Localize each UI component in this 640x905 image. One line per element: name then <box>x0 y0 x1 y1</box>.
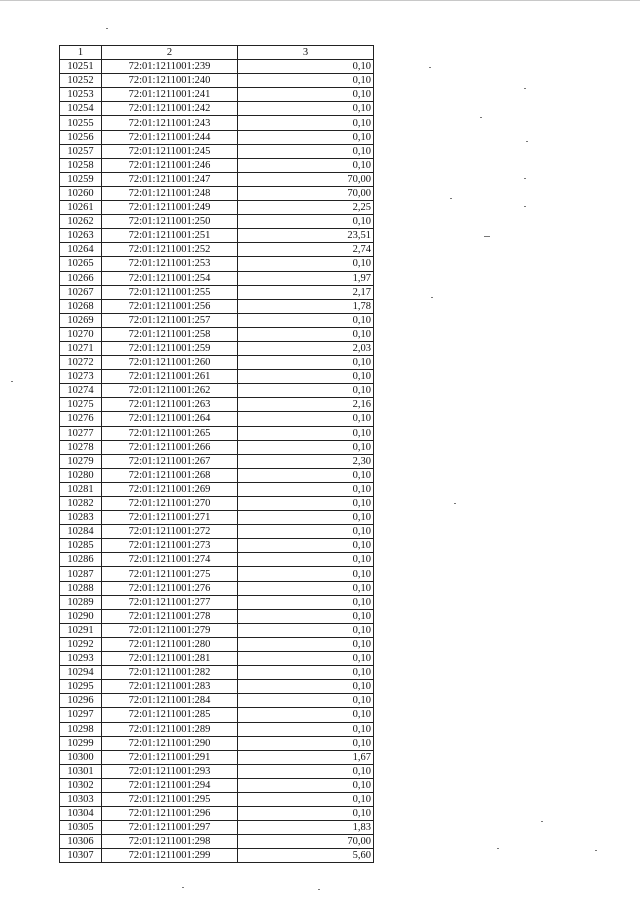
cadastral-number: 72:01:1211001:267 <box>102 454 238 468</box>
area-value: 0,10 <box>238 130 374 144</box>
area-value: 70,00 <box>238 186 374 200</box>
scan-speck <box>106 28 108 29</box>
cadastral-number: 72:01:1211001:254 <box>102 271 238 285</box>
area-value: 2,17 <box>238 285 374 299</box>
cadastral-number: 72:01:1211001:297 <box>102 821 238 835</box>
cadastral-number: 72:01:1211001:253 <box>102 257 238 271</box>
scan-speck <box>11 381 13 382</box>
table-row <box>60 680 374 694</box>
scan-speck <box>526 141 528 142</box>
table-row <box>60 595 374 609</box>
row-number: 10279 <box>60 454 102 468</box>
cadastral-number: 72:01:1211001:250 <box>102 215 238 229</box>
cadastral-number: 72:01:1211001:275 <box>102 567 238 581</box>
area-value: 2,30 <box>238 454 374 468</box>
cadastral-number: 72:01:1211001:262 <box>102 384 238 398</box>
area-value: 2,25 <box>238 201 374 215</box>
table-row <box>60 835 374 849</box>
area-value: 0,10 <box>238 327 374 341</box>
table-row <box>60 468 374 482</box>
row-number: 10266 <box>60 271 102 285</box>
area-value: 5,60 <box>238 849 374 863</box>
table-row <box>60 341 374 355</box>
cadastral-number: 72:01:1211001:258 <box>102 327 238 341</box>
table-row <box>60 172 374 186</box>
row-number: 10285 <box>60 539 102 553</box>
table-row <box>60 440 374 454</box>
area-value: 0,10 <box>238 539 374 553</box>
table-row <box>60 243 374 257</box>
row-number: 10300 <box>60 750 102 764</box>
row-number: 10298 <box>60 722 102 736</box>
area-value: 0,10 <box>238 215 374 229</box>
area-value: 0,10 <box>238 88 374 102</box>
header-col-2: 2 <box>102 46 238 60</box>
cadastral-number: 72:01:1211001:295 <box>102 792 238 806</box>
row-number: 10297 <box>60 708 102 722</box>
area-value: 0,10 <box>238 412 374 426</box>
scan-speck <box>480 117 482 118</box>
area-value: 0,10 <box>238 764 374 778</box>
area-value: 0,10 <box>238 652 374 666</box>
table-row <box>60 356 374 370</box>
area-value: 0,10 <box>238 736 374 750</box>
row-number: 10264 <box>60 243 102 257</box>
cadastral-number: 72:01:1211001:266 <box>102 440 238 454</box>
cadastral-number: 72:01:1211001:242 <box>102 102 238 116</box>
cadastral-number: 72:01:1211001:247 <box>102 172 238 186</box>
table-row <box>60 60 374 74</box>
area-value: 0,10 <box>238 426 374 440</box>
cadastral-number: 72:01:1211001:274 <box>102 553 238 567</box>
table-row <box>60 285 374 299</box>
cadastral-number: 72:01:1211001:269 <box>102 482 238 496</box>
cadastral-number: 72:01:1211001:244 <box>102 130 238 144</box>
area-value: 0,10 <box>238 722 374 736</box>
row-number: 10251 <box>60 60 102 74</box>
cadastral-number: 72:01:1211001:245 <box>102 144 238 158</box>
area-value: 0,10 <box>238 468 374 482</box>
table-row <box>60 482 374 496</box>
table-row <box>60 158 374 172</box>
area-value: 0,10 <box>238 116 374 130</box>
area-value: 0,10 <box>238 482 374 496</box>
area-value: 0,10 <box>238 440 374 454</box>
area-value: 0,10 <box>238 609 374 623</box>
row-number: 10303 <box>60 792 102 806</box>
row-number: 10305 <box>60 821 102 835</box>
area-value: 0,10 <box>238 694 374 708</box>
table-row <box>60 623 374 637</box>
area-value: 0,10 <box>238 778 374 792</box>
row-number: 10304 <box>60 807 102 821</box>
row-number: 10280 <box>60 468 102 482</box>
row-number: 10277 <box>60 426 102 440</box>
row-number: 10273 <box>60 370 102 384</box>
cadastral-number: 72:01:1211001:252 <box>102 243 238 257</box>
row-number: 10283 <box>60 511 102 525</box>
cadastral-number: 72:01:1211001:271 <box>102 511 238 525</box>
row-number: 10284 <box>60 525 102 539</box>
row-number: 10302 <box>60 778 102 792</box>
table-row <box>60 497 374 511</box>
row-number: 10270 <box>60 327 102 341</box>
table-row <box>60 792 374 806</box>
row-number: 10299 <box>60 736 102 750</box>
table-row <box>60 539 374 553</box>
row-number: 10257 <box>60 144 102 158</box>
table-row <box>60 609 374 623</box>
table-row <box>60 525 374 539</box>
table-row <box>60 511 374 525</box>
table-row <box>60 652 374 666</box>
area-value: 0,10 <box>238 666 374 680</box>
scan-speck <box>429 67 431 68</box>
row-number: 10269 <box>60 313 102 327</box>
cadastral-number: 72:01:1211001:243 <box>102 116 238 130</box>
table-row <box>60 201 374 215</box>
area-value: 0,10 <box>238 384 374 398</box>
area-value: 0,10 <box>238 708 374 722</box>
row-number: 10256 <box>60 130 102 144</box>
row-number: 10288 <box>60 581 102 595</box>
row-number: 10275 <box>60 398 102 412</box>
row-number: 10281 <box>60 482 102 496</box>
row-number: 10301 <box>60 764 102 778</box>
cadastral-number: 72:01:1211001:268 <box>102 468 238 482</box>
header-col-3: 3 <box>238 46 374 60</box>
cadastral-number: 72:01:1211001:294 <box>102 778 238 792</box>
table-row <box>60 102 374 116</box>
row-number: 10263 <box>60 229 102 243</box>
table-row <box>60 736 374 750</box>
cadastral-number: 72:01:1211001:299 <box>102 849 238 863</box>
cadastral-number: 72:01:1211001:259 <box>102 341 238 355</box>
row-number: 10272 <box>60 356 102 370</box>
scan-speck <box>595 850 597 851</box>
row-number: 10268 <box>60 299 102 313</box>
cadastral-number: 72:01:1211001:290 <box>102 736 238 750</box>
table-row <box>60 144 374 158</box>
cadastral-number: 72:01:1211001:255 <box>102 285 238 299</box>
table-row <box>60 581 374 595</box>
row-number: 10271 <box>60 341 102 355</box>
table-row <box>60 821 374 835</box>
row-number: 10261 <box>60 201 102 215</box>
cadastral-number: 72:01:1211001:296 <box>102 807 238 821</box>
cadastral-number: 72:01:1211001:249 <box>102 201 238 215</box>
land-plot-table <box>59 45 374 863</box>
row-number: 10289 <box>60 595 102 609</box>
row-number: 10255 <box>60 116 102 130</box>
table-header-row <box>60 46 374 60</box>
table-row <box>60 666 374 680</box>
cadastral-number: 72:01:1211001:293 <box>102 764 238 778</box>
table-row <box>60 567 374 581</box>
row-number: 10265 <box>60 257 102 271</box>
table-row <box>60 215 374 229</box>
area-value: 0,10 <box>238 370 374 384</box>
table-row <box>60 637 374 651</box>
row-number: 10267 <box>60 285 102 299</box>
table-row <box>60 88 374 102</box>
header-col-1: 1 <box>60 46 102 60</box>
cadastral-number: 72:01:1211001:265 <box>102 426 238 440</box>
area-value: 0,10 <box>238 158 374 172</box>
row-number: 10291 <box>60 623 102 637</box>
cadastral-number: 72:01:1211001:256 <box>102 299 238 313</box>
cadastral-number: 72:01:1211001:277 <box>102 595 238 609</box>
row-number: 10307 <box>60 849 102 863</box>
cadastral-number: 72:01:1211001:272 <box>102 525 238 539</box>
row-number: 10278 <box>60 440 102 454</box>
page-top-edge <box>0 0 640 1</box>
row-number: 10296 <box>60 694 102 708</box>
row-number: 10259 <box>60 172 102 186</box>
area-value: 2,74 <box>238 243 374 257</box>
scan-speck <box>318 889 320 890</box>
row-number: 10254 <box>60 102 102 116</box>
cadastral-number: 72:01:1211001:283 <box>102 680 238 694</box>
table-row <box>60 553 374 567</box>
area-value: 0,10 <box>238 102 374 116</box>
cadastral-number: 72:01:1211001:257 <box>102 313 238 327</box>
table-row <box>60 849 374 863</box>
scan-speck <box>524 88 526 89</box>
row-number: 10260 <box>60 186 102 200</box>
cadastral-number: 72:01:1211001:260 <box>102 356 238 370</box>
area-value: 1,97 <box>238 271 374 285</box>
row-number: 10276 <box>60 412 102 426</box>
table-row <box>60 750 374 764</box>
scan-speck <box>524 206 526 207</box>
table-row <box>60 398 374 412</box>
row-number: 10258 <box>60 158 102 172</box>
table-row <box>60 130 374 144</box>
area-value: 0,10 <box>238 553 374 567</box>
cadastral-number: 72:01:1211001:270 <box>102 497 238 511</box>
cadastral-number: 72:01:1211001:282 <box>102 666 238 680</box>
area-value: 0,10 <box>238 623 374 637</box>
scan-speck <box>450 198 452 199</box>
table-row <box>60 694 374 708</box>
area-value: 0,10 <box>238 807 374 821</box>
scan-speck <box>541 821 543 822</box>
cadastral-number: 72:01:1211001:251 <box>102 229 238 243</box>
row-number: 10293 <box>60 652 102 666</box>
table-row <box>60 313 374 327</box>
table-row <box>60 116 374 130</box>
row-number: 10274 <box>60 384 102 398</box>
cadastral-number: 72:01:1211001:273 <box>102 539 238 553</box>
area-value: 2,16 <box>238 398 374 412</box>
area-value: 0,10 <box>238 313 374 327</box>
area-value: 0,10 <box>238 60 374 74</box>
area-value: 70,00 <box>238 835 374 849</box>
cadastral-number: 72:01:1211001:261 <box>102 370 238 384</box>
cadastral-number: 72:01:1211001:276 <box>102 581 238 595</box>
area-value: 1,78 <box>238 299 374 313</box>
table-row <box>60 370 374 384</box>
scan-speck <box>497 848 499 849</box>
row-number: 10282 <box>60 497 102 511</box>
cadastral-number: 72:01:1211001:281 <box>102 652 238 666</box>
area-value: 1,83 <box>238 821 374 835</box>
area-value: 0,10 <box>238 497 374 511</box>
cadastral-number: 72:01:1211001:279 <box>102 623 238 637</box>
table-row <box>60 454 374 468</box>
table-row <box>60 229 374 243</box>
row-number: 10253 <box>60 88 102 102</box>
area-value: 0,10 <box>238 637 374 651</box>
area-value: 70,00 <box>238 172 374 186</box>
area-value: 23,51 <box>238 229 374 243</box>
area-value: 0,10 <box>238 792 374 806</box>
area-value: 0,10 <box>238 595 374 609</box>
cadastral-number: 72:01:1211001:298 <box>102 835 238 849</box>
area-value: 0,10 <box>238 74 374 88</box>
table-body <box>60 60 374 863</box>
row-number: 10306 <box>60 835 102 849</box>
table-row <box>60 807 374 821</box>
area-value: 0,10 <box>238 356 374 370</box>
cadastral-number: 72:01:1211001:291 <box>102 750 238 764</box>
table-row <box>60 257 374 271</box>
row-number: 10252 <box>60 74 102 88</box>
table-row <box>60 271 374 285</box>
scan-speck <box>182 887 184 888</box>
table-row <box>60 708 374 722</box>
cadastral-number: 72:01:1211001:246 <box>102 158 238 172</box>
row-number: 10292 <box>60 637 102 651</box>
row-number: 10290 <box>60 609 102 623</box>
area-value: 0,10 <box>238 144 374 158</box>
area-value: 0,10 <box>238 680 374 694</box>
scan-speck <box>524 178 526 179</box>
table-row <box>60 426 374 440</box>
cadastral-number: 72:01:1211001:280 <box>102 637 238 651</box>
area-value: 1,67 <box>238 750 374 764</box>
cadastral-number: 72:01:1211001:240 <box>102 74 238 88</box>
cadastral-number: 72:01:1211001:239 <box>102 60 238 74</box>
table-row <box>60 384 374 398</box>
cadastral-number: 72:01:1211001:278 <box>102 609 238 623</box>
area-value: 0,10 <box>238 567 374 581</box>
table-row <box>60 764 374 778</box>
table-row <box>60 299 374 313</box>
scan-speck <box>484 236 490 237</box>
cadastral-number: 72:01:1211001:289 <box>102 722 238 736</box>
cadastral-number: 72:01:1211001:285 <box>102 708 238 722</box>
table-row <box>60 722 374 736</box>
cadastral-number: 72:01:1211001:284 <box>102 694 238 708</box>
scan-speck <box>454 503 456 504</box>
row-number: 10295 <box>60 680 102 694</box>
row-number: 10294 <box>60 666 102 680</box>
area-value: 0,10 <box>238 257 374 271</box>
table-row <box>60 74 374 88</box>
area-value: 0,10 <box>238 581 374 595</box>
row-number: 10262 <box>60 215 102 229</box>
cadastral-number: 72:01:1211001:263 <box>102 398 238 412</box>
area-value: 2,03 <box>238 341 374 355</box>
cadastral-number: 72:01:1211001:248 <box>102 186 238 200</box>
scan-speck <box>431 297 433 298</box>
cadastral-number: 72:01:1211001:241 <box>102 88 238 102</box>
table-row <box>60 778 374 792</box>
table-row <box>60 412 374 426</box>
table-row <box>60 186 374 200</box>
table-row <box>60 327 374 341</box>
cadastral-number: 72:01:1211001:264 <box>102 412 238 426</box>
row-number: 10287 <box>60 567 102 581</box>
area-value: 0,10 <box>238 511 374 525</box>
row-number: 10286 <box>60 553 102 567</box>
area-value: 0,10 <box>238 525 374 539</box>
